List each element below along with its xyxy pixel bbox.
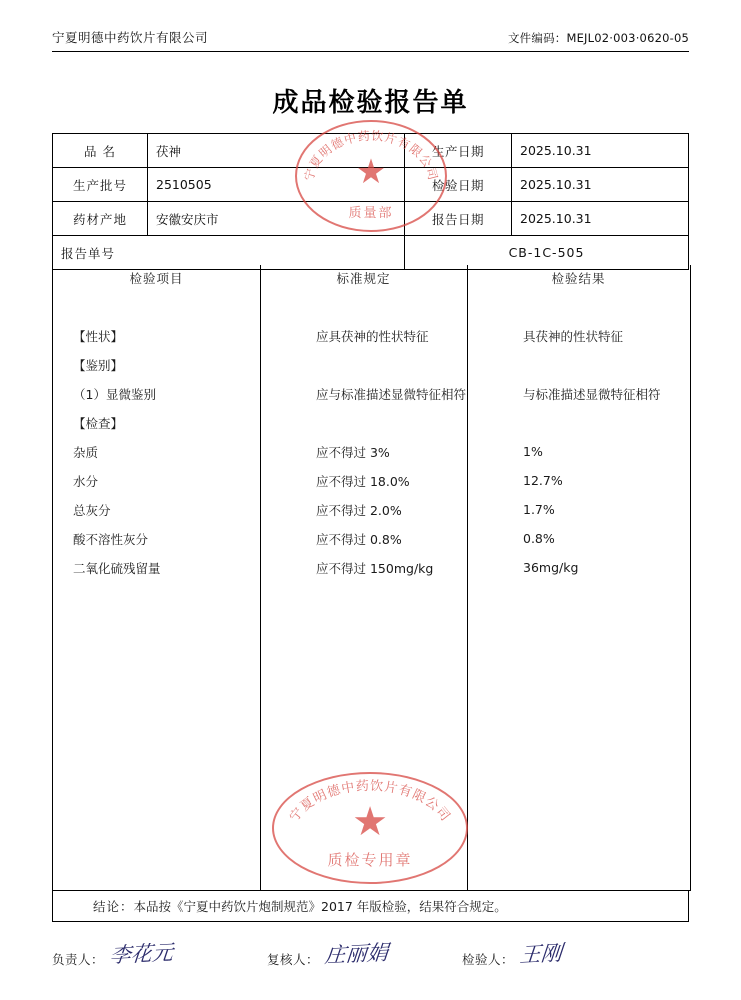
stamp-subtitle: 质检专用章	[327, 851, 413, 869]
result-item: 【性状】	[73, 328, 124, 344]
result-item: 二氧化硫残留量	[73, 560, 161, 576]
result-value: 与标准描述显微特征相符	[523, 386, 661, 402]
stamp-subtitle: 质量部	[348, 206, 394, 221]
signature-name-reviewer: 庄丽娟	[323, 940, 390, 968]
table-row	[53, 408, 690, 437]
result-item: 【检查】	[73, 415, 124, 431]
signature-label-reviewer: 复核人：	[267, 952, 320, 967]
table-row	[53, 202, 689, 236]
conclusion-label: 结论：	[93, 898, 134, 914]
result-standard: 应与标准描述显微特征相符	[316, 386, 467, 402]
field-value-origin: 安徽安庆市	[148, 202, 405, 236]
column-header-item: 检验项目	[129, 271, 184, 286]
field-label-inspection-date: 检验日期	[405, 168, 512, 202]
result-standard: 应不得过 3%	[316, 444, 390, 460]
stamp-text: 宁夏明德中药饮片有限公司	[286, 778, 454, 825]
conclusion-text: 本品按《宁夏中药饮片炮制规范》2017 年版检验，结果符合规定。	[133, 898, 507, 914]
field-value-product-name: 茯神	[148, 134, 405, 168]
signature-name-manager: 李花元	[108, 940, 175, 968]
result-standard: 应不得过 18.0%	[316, 473, 410, 489]
field-label-product-name: 品 名	[53, 134, 148, 168]
result-value: 1%	[523, 444, 543, 459]
table-row	[53, 168, 689, 202]
result-value: 具茯神的性状特征	[523, 328, 624, 344]
result-value: 1.7%	[523, 502, 555, 517]
table-row	[53, 524, 690, 553]
signature-row	[52, 938, 689, 968]
field-label-origin: 药材产地	[53, 202, 148, 236]
table-row	[53, 350, 690, 379]
document-header	[52, 28, 689, 52]
table-row	[53, 379, 690, 408]
result-item: 酸不溶性灰分	[73, 531, 149, 547]
signature-reviewer	[267, 938, 462, 968]
column-header-result: 检验结果	[551, 271, 606, 286]
result-value: 36mg/kg	[523, 560, 579, 575]
signature-label-inspector: 检验人：	[462, 952, 515, 967]
field-value-inspection-date: 2025.10.31	[512, 168, 689, 202]
field-label-production-date: 生产日期	[405, 134, 512, 168]
star-icon: ★	[355, 151, 387, 192]
result-item: （1）显微鉴别	[73, 386, 156, 402]
signature-manager	[52, 938, 267, 968]
results-header-row	[53, 265, 690, 291]
results-body	[53, 303, 690, 582]
result-item: 水分	[73, 473, 99, 489]
result-value: 12.7%	[523, 473, 563, 488]
result-standard: 应不得过 0.8%	[316, 531, 402, 547]
table-row	[53, 466, 690, 495]
field-value-report-date: 2025.10.31	[512, 202, 689, 236]
results-table	[52, 265, 691, 891]
field-label-report-date: 报告日期	[405, 202, 512, 236]
table-row	[53, 437, 690, 466]
star-icon: ★	[352, 798, 388, 845]
spacer-row	[53, 303, 690, 321]
result-standard: 应不得过 2.0%	[316, 502, 402, 518]
table-row	[53, 553, 690, 582]
result-item: 【鉴别】	[73, 357, 124, 373]
result-value: 0.8%	[523, 531, 555, 546]
field-label-report-no: 报告单号	[53, 236, 405, 270]
signature-name-inspector: 王刚	[518, 940, 564, 968]
signature-label-manager: 负责人：	[52, 952, 105, 967]
field-value-production-date: 2025.10.31	[512, 134, 689, 168]
result-item: 总灰分	[73, 502, 111, 518]
page-title: 成品检验报告单	[272, 88, 469, 118]
table-row	[53, 321, 690, 350]
table-row	[53, 495, 690, 524]
info-table	[52, 133, 689, 270]
field-value-report-no: CB-1C-505	[405, 236, 689, 270]
field-label-batch-no: 生产批号	[53, 168, 148, 202]
table-row	[53, 134, 689, 168]
company-name: 宁夏明德中药饮片有限公司	[52, 30, 209, 45]
result-standard: 应具茯神的性状特征	[316, 328, 429, 344]
document-code: 文件编码：MEJL02·003·0620-05	[507, 31, 689, 45]
conclusion-row	[52, 890, 689, 922]
column-header-standard: 标准规定	[336, 271, 391, 286]
result-standard: 应不得过 150mg/kg	[316, 560, 434, 576]
stamp-text: 宁夏明德中药饮片有限公司	[301, 128, 441, 183]
field-value-batch-no: 2510505	[148, 168, 405, 202]
signature-inspector	[462, 938, 662, 968]
result-item: 杂质	[73, 444, 99, 460]
